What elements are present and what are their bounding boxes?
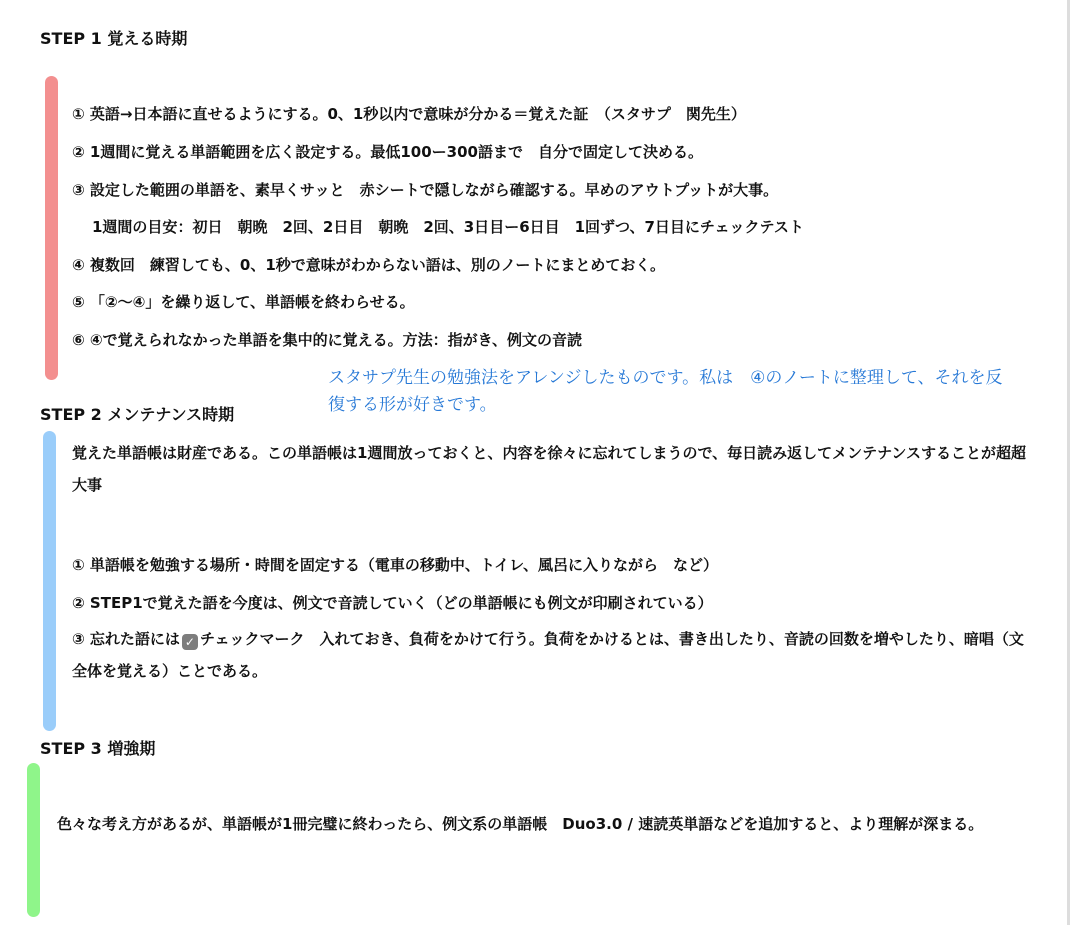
step2-item-3	[72, 623, 1032, 687]
step3-text: 色々な考え方があるが、単語帳が1冊完璧に終わったら、例文系の単語帳 Duo3.0 / 速読英単語などを追加すると、より理解が深まる。	[42, 815, 984, 833]
step1-accent-bar	[45, 76, 58, 380]
step1-item-2: ② 1週間に覚える単語範囲を広く設定する。最低100ー300語まで 自分で固定して決める。	[72, 143, 703, 161]
step2-item-2: ② STEP1で覚えた語を今度は、例文で音読していく（どの単語帳にも例文が印刷されている）	[72, 594, 713, 612]
step2-item-1: ① 単語帳を勉強する場所・時間を固定する（電車の移動中、トイレ、風呂に入りながら など）	[72, 556, 718, 574]
step1-item-5: ⑤ 「②〜④」を繰り返して、単語帳を終わらせる。	[72, 293, 415, 311]
step3-accent-bar	[27, 763, 40, 917]
step2-item-3-rest: チェックマーク 入れておき、負荷をかけて行う。負荷をかけるとは、書き出したり、音読の回数を増やしたり、暗唱（文全体を覚える）ことである。	[72, 630, 1024, 680]
step1-item-3: ③ 設定した範囲の単語を、素早くサッと 赤シートで隠しながら確認する。早めのアウトプットが大事。	[72, 181, 779, 199]
step2-intro: 覚えた単語帳は財産である。この単語帳は1週間放っておくと、内容を徐々に忘れてしまうので、毎日読み返してメンテナンスすることが超超大事	[72, 444, 1026, 494]
step1-heading: STEP 1 覚える時期	[40, 29, 188, 48]
step1-item-4: ④ 複数回 練習しても、0、1秒で意味がわからない語は、別のノートにまとめておく。	[72, 256, 666, 274]
step1-item-6: ⑥ ④で覚えられなかった単語を集中的に覚える。方法：指がき、例文の音読	[72, 331, 583, 349]
step2-accent-bar	[43, 431, 56, 731]
step1-item-1: ① 英語→日本語に直せるようにする。0、1秒以内で意味が分かる＝覚えた証 （スタサプ 関先生）	[72, 105, 746, 123]
step1-schedule: 1週間の目安：初日 朝晩 2回、2日目 朝晩 2回、3日目ー6日目 1回ずつ、7日目にチェックテスト	[92, 218, 804, 236]
author-note: スタサプ先生の勉強法をアレンジしたものです。私は ④のノートに整理して、それを反復する形が好きです。	[328, 368, 1003, 415]
check-mark-icon: ✓	[182, 634, 198, 650]
step2-heading: STEP 2 メンテナンス時期	[40, 405, 235, 424]
step3-heading: STEP 3 増強期	[40, 739, 156, 758]
step2-item-3-lead: ③ 忘れた語には	[72, 630, 180, 648]
